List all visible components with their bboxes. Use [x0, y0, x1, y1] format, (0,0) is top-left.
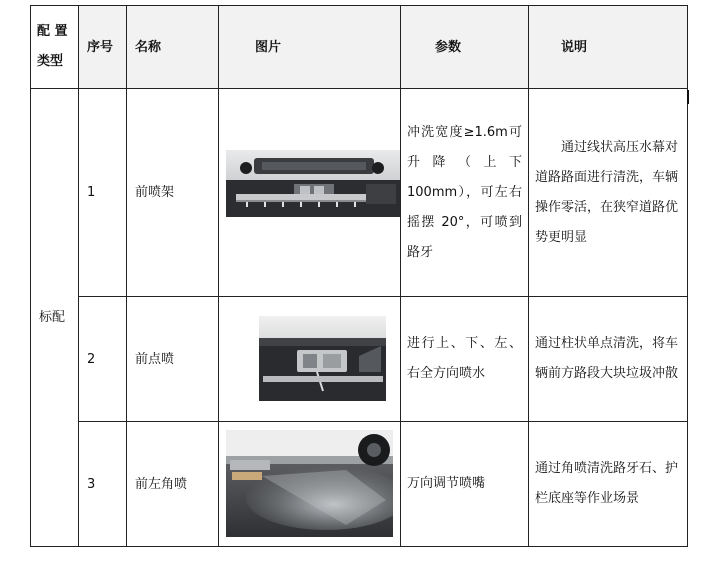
config-table: [30, 5, 688, 547]
config-type-cell: 标配: [31, 89, 79, 547]
name-cell: 前喷架: [127, 89, 219, 297]
desc-cell: 通过角喷清洗路牙石、护栏底座等作业场景: [529, 422, 688, 547]
image-cell: [219, 89, 401, 297]
image-cell: [219, 297, 401, 422]
image-cell: [219, 422, 401, 547]
front-point-spray-photo: [259, 316, 386, 401]
table-row: [31, 422, 688, 547]
desc-cell: 通过柱状单点清洗，将车辆前方路段大块垃圾冲散: [529, 297, 688, 422]
seq-cell: 1: [79, 89, 127, 297]
header-seq: 序号: [79, 6, 127, 89]
text-cursor-mark: [687, 90, 689, 104]
header-row: [31, 6, 688, 89]
front-left-corner-spray-photo: [226, 430, 393, 537]
seq-cell: 2: [79, 297, 127, 422]
name-cell: 前左角喷: [127, 422, 219, 547]
header-params: 参数: [401, 6, 529, 89]
seq-cell: 3: [79, 422, 127, 547]
table-row: [31, 297, 688, 422]
front-spray-bar-photo: [226, 150, 401, 217]
desc-cell: 通过线状高压水幕对道路路面进行清洗，车辆操作零活，在狭窄道路优势更明显: [529, 89, 688, 297]
params-cell: 冲洗宽度≥1.6m可升降（上下100mm），可左右摇摆 20°，可喷到路牙: [401, 89, 529, 297]
header-config-type: 配 置 类型: [31, 6, 79, 89]
header-image: 图片: [219, 6, 401, 89]
header-desc: 说明: [529, 6, 688, 89]
name-cell: 前点喷: [127, 297, 219, 422]
params-cell: 万向调节喷嘴: [401, 422, 529, 547]
params-cell: 进行上、下、左、右全方向喷水: [401, 297, 529, 422]
header-name: 名称: [127, 6, 219, 89]
table-row: [31, 89, 688, 297]
